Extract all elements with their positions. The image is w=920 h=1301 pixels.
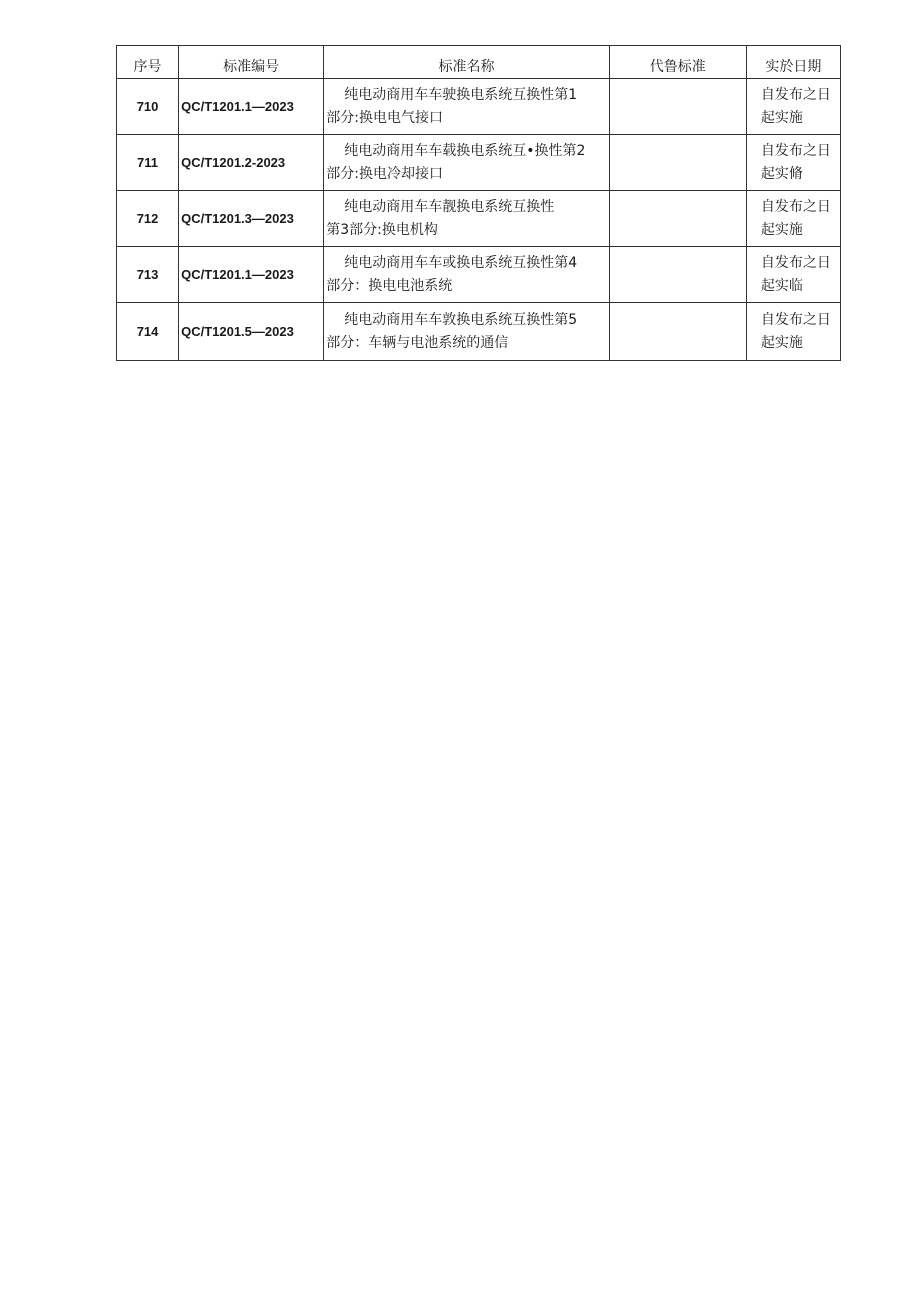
standard-name <box>324 191 609 247</box>
standard-name-line2: 部分：车辆与电池系统的通信 <box>326 334 509 351</box>
effective-date <box>746 303 840 361</box>
header-serial-number: 序号 <box>117 46 179 79</box>
table-row <box>117 303 841 361</box>
effective-date-line1: 自发布之日 <box>760 142 831 159</box>
standard-name-line1: 纯电动商用车车靓换电系统互换性 <box>344 198 555 215</box>
standard-name-line2: 部分：换电电池系统 <box>326 277 453 294</box>
standards-table <box>116 45 841 361</box>
standard-name-line1: 纯电动商用车车或换电系统互换性第4 <box>344 254 578 271</box>
replaced-standard <box>609 247 746 303</box>
standard-name-line1: 纯电动商用车车敦换电系统互换性第5 <box>344 311 578 328</box>
effective-date <box>746 247 840 303</box>
standard-code: QC/T1201.5—2023 <box>179 303 324 361</box>
serial-number: 711 <box>117 135 179 191</box>
effective-date-line1: 自发布之日 <box>760 86 831 103</box>
effective-date-line1: 自发布之日 <box>760 311 831 328</box>
effective-date-line2: 起实临 <box>760 277 803 294</box>
effective-date <box>746 191 840 247</box>
header-standard-name: 标准名称 <box>324 46 609 79</box>
replaced-standard <box>609 303 746 361</box>
standard-code: QC/T1201.3—2023 <box>179 191 324 247</box>
header-standard-code: 标准编号 <box>179 46 324 79</box>
standard-name-line2: 部分:换电冷却接口 <box>326 165 443 182</box>
table-header-row <box>117 46 841 79</box>
standard-name-line2: 部分:换电电气接口 <box>326 109 443 126</box>
effective-date-line2: 起实施 <box>760 334 803 351</box>
standard-name <box>324 79 609 135</box>
standard-code: QC/T1201.1—2023 <box>179 247 324 303</box>
header-replaced-standard: 代鲁标准 <box>609 46 746 79</box>
effective-date-line2: 起实施 <box>760 221 803 238</box>
header-effective-date: 实於日期 <box>746 46 840 79</box>
effective-date-line2: 起实脩 <box>760 165 803 182</box>
replaced-standard <box>609 191 746 247</box>
standard-name-line1: 纯电动商用车车载换电系统互•换性第2 <box>344 142 586 159</box>
effective-date-line1: 自发布之日 <box>760 254 831 271</box>
serial-number: 710 <box>117 79 179 135</box>
serial-number: 714 <box>117 303 179 361</box>
standard-name <box>324 247 609 303</box>
effective-date <box>746 135 840 191</box>
replaced-standard <box>609 135 746 191</box>
standard-name <box>324 303 609 361</box>
table-row <box>117 191 841 247</box>
replaced-standard <box>609 79 746 135</box>
standard-name-line1: 纯电动商用车车驶换电系统互换性第1 <box>344 86 578 103</box>
serial-number: 712 <box>117 191 179 247</box>
serial-number: 713 <box>117 247 179 303</box>
standard-name-line2: 第3部分:换电机构 <box>326 221 438 238</box>
table-row <box>117 79 841 135</box>
standard-name <box>324 135 609 191</box>
standard-code: QC/T1201.2-2023 <box>179 135 324 191</box>
table-row <box>117 247 841 303</box>
effective-date <box>746 79 840 135</box>
effective-date-line1: 自发布之日 <box>760 198 831 215</box>
effective-date-line2: 起实施 <box>760 109 803 126</box>
table-row <box>117 135 841 191</box>
standard-code: QC/T1201.1—2023 <box>179 79 324 135</box>
